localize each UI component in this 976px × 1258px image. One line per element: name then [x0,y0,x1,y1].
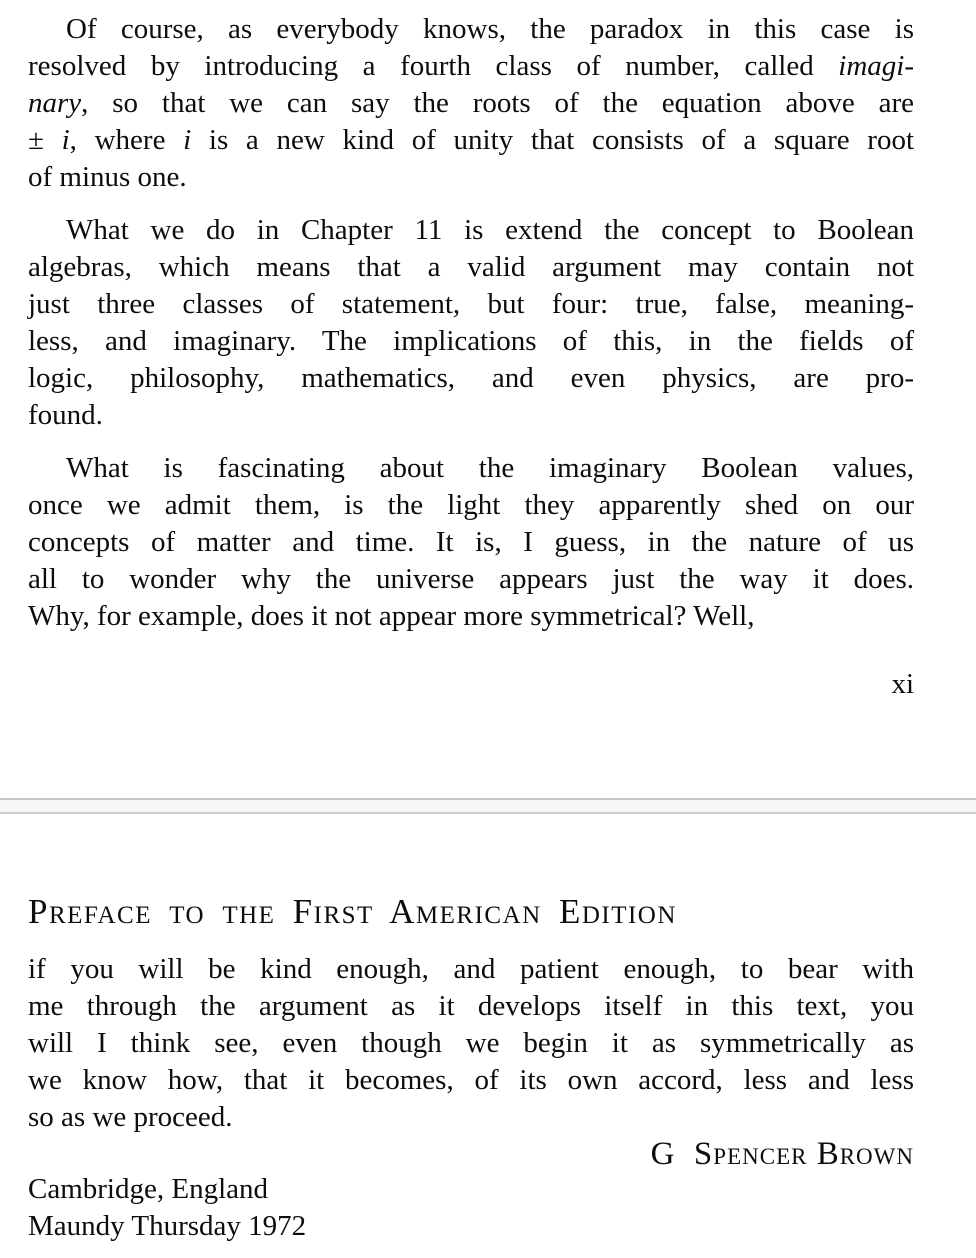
text-segment: is a new kind of unity that consists of a square root [191,124,915,156]
text-line [28,598,914,635]
paragraph [28,951,914,1136]
text-segment: we know how, that it becomes, of its own accord, less and less [28,1064,914,1096]
section-heading: Preface to the First American Edition [28,892,677,931]
text-segment: so as we proceed. [28,1101,233,1133]
text-line [28,951,914,988]
text-segment: Why, for example, does it not appear more symmetrical? Well, [28,600,755,632]
paragraph [28,11,914,196]
text-segment: What we do in Chapter 11 is extend the concept to Boolean [66,214,914,246]
text-line [28,397,914,434]
text-line [28,159,914,196]
paragraph [28,450,914,635]
place-line: Cambridge, England [28,1173,269,1205]
italic-text-segment: i [61,124,70,156]
book-page-bottom [0,890,976,1245]
text-line [28,360,914,397]
text-segment: found. [28,399,103,431]
text-segment: resolved by introducing a fourth class of number, called [28,50,839,82]
text-line [28,1025,914,1062]
text-line [28,122,914,159]
text-line [28,561,914,598]
text-segment: less, and imaginary. The implications of this, in the fields of [28,325,914,357]
italic-text-segment: i [183,124,192,156]
text-segment: ± [28,124,62,156]
text-segment: just three classes of statement, but four: true, false, meaning- [28,288,914,320]
text-line [28,286,914,323]
text-line [28,323,914,360]
text-segment: me through the argument as it develops itself in this text, you [28,990,914,1022]
text-segment: once we admit them, is the light they apparently shed on our [28,489,914,521]
text-segment: if you will be kind enough, and patient enough, to bear with [28,953,914,985]
text-segment: Of course, as everybody knows, the paradox in this case is [66,13,914,45]
italic-text-segment: imagi- [838,50,914,82]
text-line [28,249,914,286]
text-line [28,212,914,249]
date-line: Maundy Thursday 1972 [28,1210,307,1242]
text-line [28,1062,914,1099]
page-number: xi [891,668,914,700]
text-segment: , where [69,124,184,156]
italic-text-segment: nary [28,87,82,119]
text-line [28,11,914,48]
text-line [28,1099,914,1136]
text-segment: algebras, which means that a valid argument may contain not [28,251,914,283]
paragraph [28,212,914,434]
page-separator [0,798,976,814]
text-line [28,85,914,122]
author-signature: G Spencer Brown [650,1136,914,1172]
text-segment: What is fascinating about the imaginary Boolean values, [66,452,914,484]
text-line [28,524,914,561]
text-segment: will I think see, even though we begin it as symmetrically as [28,1027,914,1059]
text-line [28,450,914,487]
text-segment: all to wonder why the universe appears just the way it does. [28,563,914,595]
text-segment: of minus one. [28,161,187,193]
text-segment: logic, philosophy, mathematics, and even physics, are pro- [28,362,914,394]
text-line [28,48,914,85]
text-segment: concepts of matter and time. It is, I guess, in the nature of us [28,526,914,558]
text-line [28,988,914,1025]
text-segment: , so that we can say the roots of the equation above are [81,87,914,119]
text-line [28,487,914,524]
